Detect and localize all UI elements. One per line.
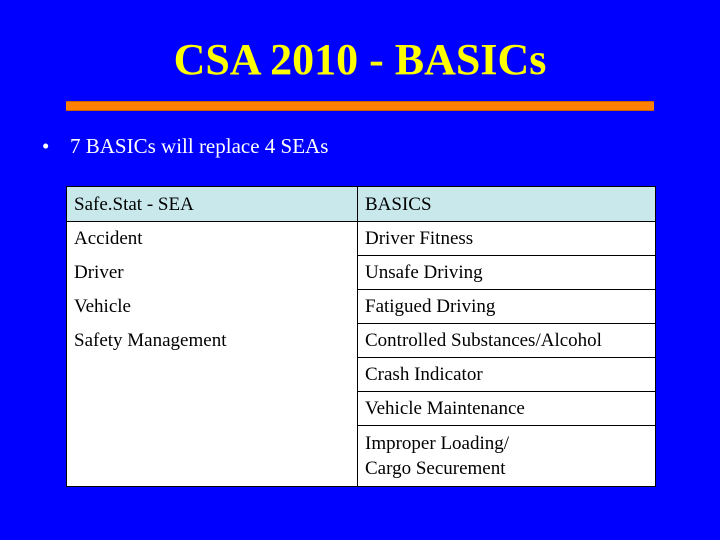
bullet-icon: • [42,134,50,158]
basic-cell: Crash Indicator [358,358,656,392]
sea-cell: Vehicle [67,290,358,324]
sea-cell [67,426,358,487]
sea-cell: Accident [67,222,358,256]
slide-title: CSA 2010 - BASICs [173,35,547,84]
basic-cell: Driver Fitness [358,222,656,256]
bullet-text: 7 BASICs will replace 4 SEAs [70,134,329,158]
title-underline-bar [66,101,654,111]
basic-cell: Improper Loading/ Cargo Securement [358,426,656,487]
basic-cell: Vehicle Maintenance [358,392,656,426]
header-safestat-sea: Safe.Stat - SEA [67,187,358,222]
table-row [67,392,656,426]
table-row [67,358,656,392]
sea-cell: Safety Management [67,324,358,358]
sea-cell [67,358,358,392]
sea-basics-table [66,186,656,487]
header-basics: BASICS [358,187,656,222]
basic-cell: Unsafe Driving [358,256,656,290]
sea-cell: Driver [67,256,358,290]
table-row [67,222,656,256]
table-row [67,426,656,487]
basic-cell: Fatigued Driving [358,290,656,324]
table-row [67,324,656,358]
table-header-row [67,187,656,222]
bullet-item [42,133,328,159]
sea-cell [67,392,358,426]
table-row [67,290,656,324]
table-row [67,256,656,290]
basic-cell: Controlled Substances/Alcohol [358,324,656,358]
